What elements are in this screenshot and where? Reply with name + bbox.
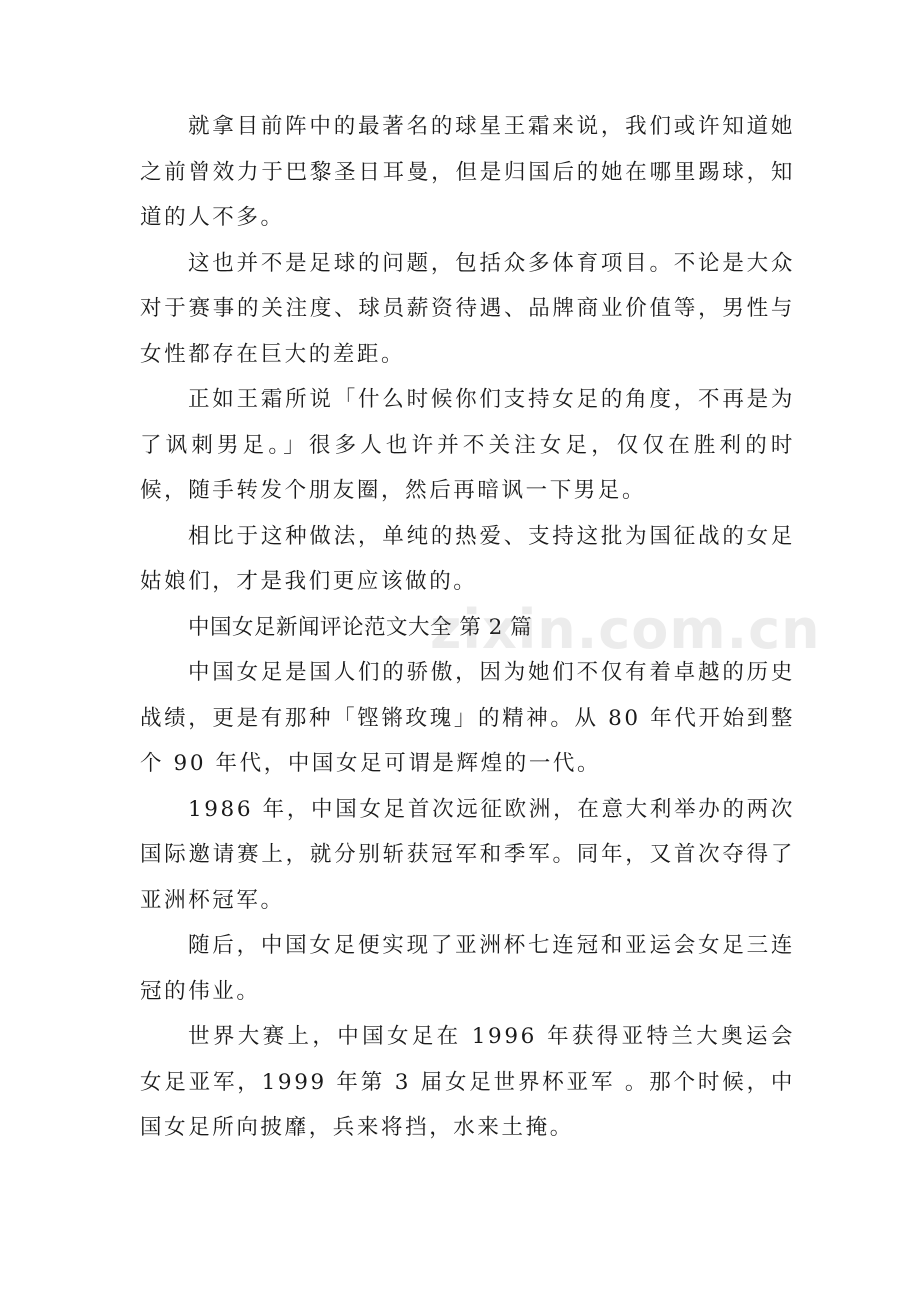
paragraph: 就拿目前阵中的最著名的球星王霜来说，我们或许知道她之前曾效力于巴黎圣日耳曼，但是归国后的她在哪里踢球，知道的人不多。 xyxy=(140,114,795,230)
paragraph: 中国女足是国人们的骄傲，因为她们不仅有着卓越的历史战绩，更是有那种「铿锵玫瑰」的精神。从 80 年代开始到整个 90 年代，中国女足可谓是辉煌的一代。 xyxy=(140,660,795,776)
section-heading: 中国女足新闻评论范文大全 第 2 篇 xyxy=(188,614,533,640)
watermark: zixin.com.cn xyxy=(430,598,821,661)
paragraph: 这也并不是足球的问题，包括众多体育项目。不论是大众对于赛事的关注度、球员薪资待遇、品牌商业价值等，男性与女性都存在巨大的差距。 xyxy=(140,250,795,367)
paragraph: 相比于这种做法，单纯的热爱、支持这批为国征战的女足姑娘们，才是我们更应该做的。 xyxy=(140,523,795,594)
paragraph: 随后，中国女足便实现了亚洲杯七连冠和亚运会女足三连冠的伟业。 xyxy=(140,933,795,1004)
paragraph: 正如王霜所说「什么时候你们支持女足的角度，不再是为了讽刺男足。」很多人也许并不关注女足，仅仅在胜利的时候，随手转发个朋友圈，然后再暗讽一下男足。 xyxy=(140,387,795,503)
paragraph: 1986 年，中国女足首次远征欧洲，在意大利举办的两次国际邀请赛上，就分别斩获冠军和季军。同年，又首次夺得了亚洲杯冠军。 xyxy=(140,796,795,913)
paragraph: 世界大赛上，中国女足在 1996 年获得亚特兰大奥运会女足亚军，1999 年第 3 届女足世界杯亚军 。那个时候，中国女足所向披靡，兵来将挡，水来土掩。 xyxy=(140,1024,795,1140)
